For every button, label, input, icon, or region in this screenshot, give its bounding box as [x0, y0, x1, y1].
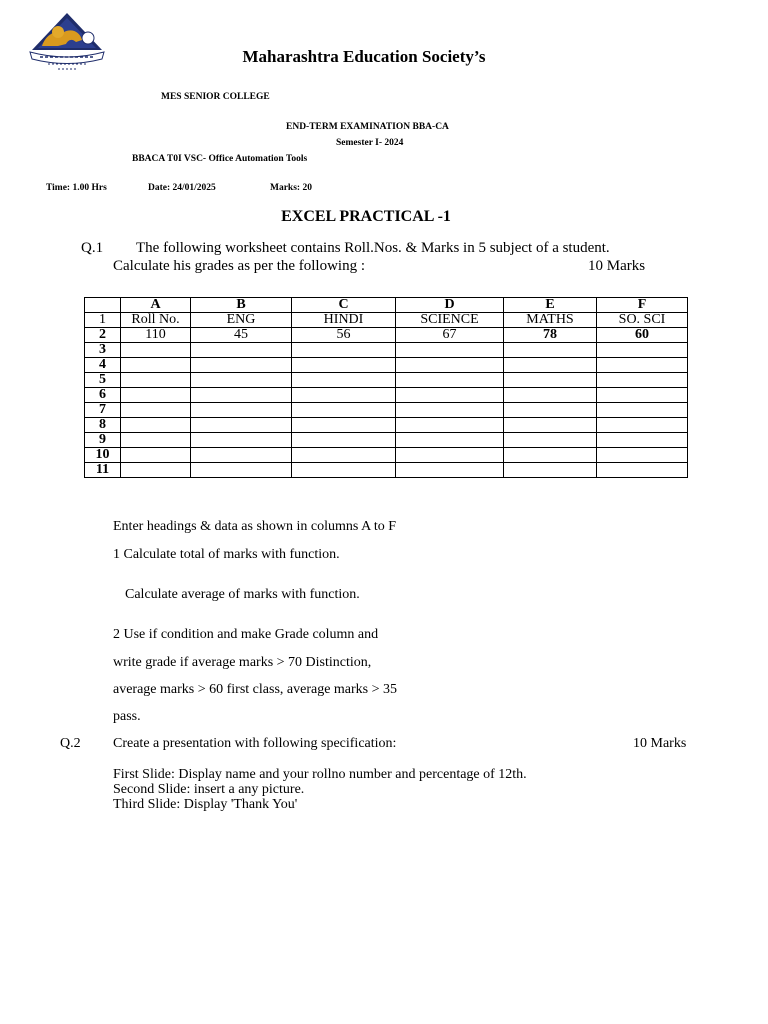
table-cell	[191, 388, 292, 403]
table-cell	[191, 463, 292, 478]
table-row	[85, 463, 688, 478]
table-cell: 67	[396, 328, 504, 343]
table-cell	[191, 343, 292, 358]
corner-cell	[85, 298, 121, 313]
table-cell	[292, 463, 396, 478]
table-cell: 60	[597, 328, 688, 343]
table-cell	[292, 373, 396, 388]
instruction-line: Calculate average of marks with function.	[125, 587, 360, 602]
table-cell	[504, 358, 597, 373]
table-row	[85, 358, 688, 373]
row-header: 6	[85, 388, 121, 403]
instruction-line: write grade if average marks > 70 Distinction,	[113, 655, 372, 670]
table-cell	[504, 418, 597, 433]
q1-marks: 10 Marks	[588, 258, 646, 274]
instruction-line: 1 Calculate total of marks with function.	[113, 547, 340, 562]
worksheet-table	[84, 297, 688, 478]
table-cell	[597, 418, 688, 433]
row-header: 3	[85, 343, 121, 358]
table-cell: 56	[292, 328, 396, 343]
row-header: 4	[85, 358, 121, 373]
semester: Semester I- 2024	[336, 138, 404, 148]
row-header: 7	[85, 403, 121, 418]
table-cell	[597, 343, 688, 358]
table-cell: ENG	[191, 313, 292, 328]
table-cell: Roll No.	[121, 313, 191, 328]
table-cell	[121, 373, 191, 388]
q2-text: Create a presentation with following specification:	[113, 736, 397, 751]
practical-title: EXCEL PRACTICAL -1	[281, 208, 451, 225]
table-cell	[396, 373, 504, 388]
table-cell	[121, 418, 191, 433]
table-cell	[504, 433, 597, 448]
slide-spec-line: Second Slide: insert a any picture.	[113, 782, 305, 797]
row-header: 2	[85, 328, 121, 343]
table-cell	[396, 418, 504, 433]
table-cell	[396, 388, 504, 403]
row-header: 5	[85, 373, 121, 388]
instruction-line: 2 Use if condition and make Grade column and	[113, 627, 379, 642]
table-cell	[191, 433, 292, 448]
table-cell	[191, 418, 292, 433]
q1-text-line2: Calculate his grades as per the following :	[113, 258, 366, 274]
q2-number: Q.2	[60, 736, 81, 751]
instruction-line: pass.	[113, 709, 141, 724]
table-row	[85, 403, 688, 418]
table-cell	[597, 433, 688, 448]
exam-time: Time: 1.00 Hrs	[46, 183, 107, 193]
table-row	[85, 328, 688, 343]
table-cell	[504, 388, 597, 403]
table-cell	[121, 448, 191, 463]
table-row	[85, 313, 688, 328]
table-cell: 45	[191, 328, 292, 343]
table-cell: 78	[504, 328, 597, 343]
society-title: Maharashtra Education Society’s	[242, 47, 486, 66]
table-cell	[292, 433, 396, 448]
table-cell	[396, 463, 504, 478]
table-row	[85, 433, 688, 448]
row-header: 8	[85, 418, 121, 433]
table-cell	[597, 448, 688, 463]
table-cell	[121, 343, 191, 358]
course-name: BBACA T0I VSC- Office Automation Tools	[132, 154, 308, 164]
table-cell	[396, 343, 504, 358]
table-cell	[121, 403, 191, 418]
table-cell	[292, 388, 396, 403]
table-row	[85, 418, 688, 433]
table-cell	[504, 373, 597, 388]
table-row	[85, 388, 688, 403]
table-cell	[504, 448, 597, 463]
table-cell	[504, 403, 597, 418]
table-row	[85, 448, 688, 463]
table-cell	[121, 463, 191, 478]
table-cell	[597, 388, 688, 403]
column-header-f: F	[597, 298, 688, 313]
table-cell	[396, 358, 504, 373]
table-cell	[504, 463, 597, 478]
slide-spec-line: First Slide: Display name and your rollno number and percentage of 12th.	[113, 767, 527, 782]
table-cell	[191, 448, 292, 463]
table-cell	[504, 343, 597, 358]
table-cell	[597, 358, 688, 373]
column-header-c: C	[292, 298, 396, 313]
exam-date: Date: 24/01/2025	[148, 183, 216, 193]
table-cell	[191, 358, 292, 373]
table-cell	[292, 448, 396, 463]
column-header-a: A	[121, 298, 191, 313]
college-name: MES SENIOR COLLEGE	[161, 92, 270, 102]
row-header: 1	[85, 313, 121, 328]
column-header-b: B	[191, 298, 292, 313]
column-header-d: D	[396, 298, 504, 313]
table-row	[85, 373, 688, 388]
table-cell	[121, 433, 191, 448]
q1-number: Q.1	[81, 240, 104, 256]
table-cell: HINDI	[292, 313, 396, 328]
table-cell	[396, 448, 504, 463]
table-cell	[121, 358, 191, 373]
table-cell	[121, 388, 191, 403]
table-cell	[191, 373, 292, 388]
q2-marks: 10 Marks	[633, 736, 687, 751]
table-cell	[396, 403, 504, 418]
row-header: 9	[85, 433, 121, 448]
table-cell	[597, 463, 688, 478]
table-cell	[597, 373, 688, 388]
slide-spec-line: Third Slide: Display 'Thank You'	[113, 797, 298, 812]
table-cell: SO. SCI	[597, 313, 688, 328]
table-cell	[191, 403, 292, 418]
q1-text-line1: The following worksheet contains Roll.Nos. & Marks in 5 subject of a student.	[136, 240, 610, 256]
column-header-row	[85, 298, 688, 313]
table-cell	[396, 433, 504, 448]
table-cell	[597, 403, 688, 418]
row-header: 10	[85, 448, 121, 463]
row-header: 11	[85, 463, 121, 478]
table-row	[85, 343, 688, 358]
exam-title: END-TERM EXAMINATION BBA-CA	[286, 122, 449, 132]
table-cell	[292, 343, 396, 358]
table-cell: 110	[121, 328, 191, 343]
column-header-e: E	[504, 298, 597, 313]
table-cell	[292, 403, 396, 418]
table-cell: SCIENCE	[396, 313, 504, 328]
instruction-line: Enter headings & data as shown in columns A to F	[113, 519, 397, 534]
table-cell: MATHS	[504, 313, 597, 328]
exam-marks: Marks: 20	[270, 183, 312, 193]
table-cell	[292, 418, 396, 433]
instruction-line: average marks > 60 first class, average marks > 35	[113, 682, 398, 697]
table-cell	[292, 358, 396, 373]
